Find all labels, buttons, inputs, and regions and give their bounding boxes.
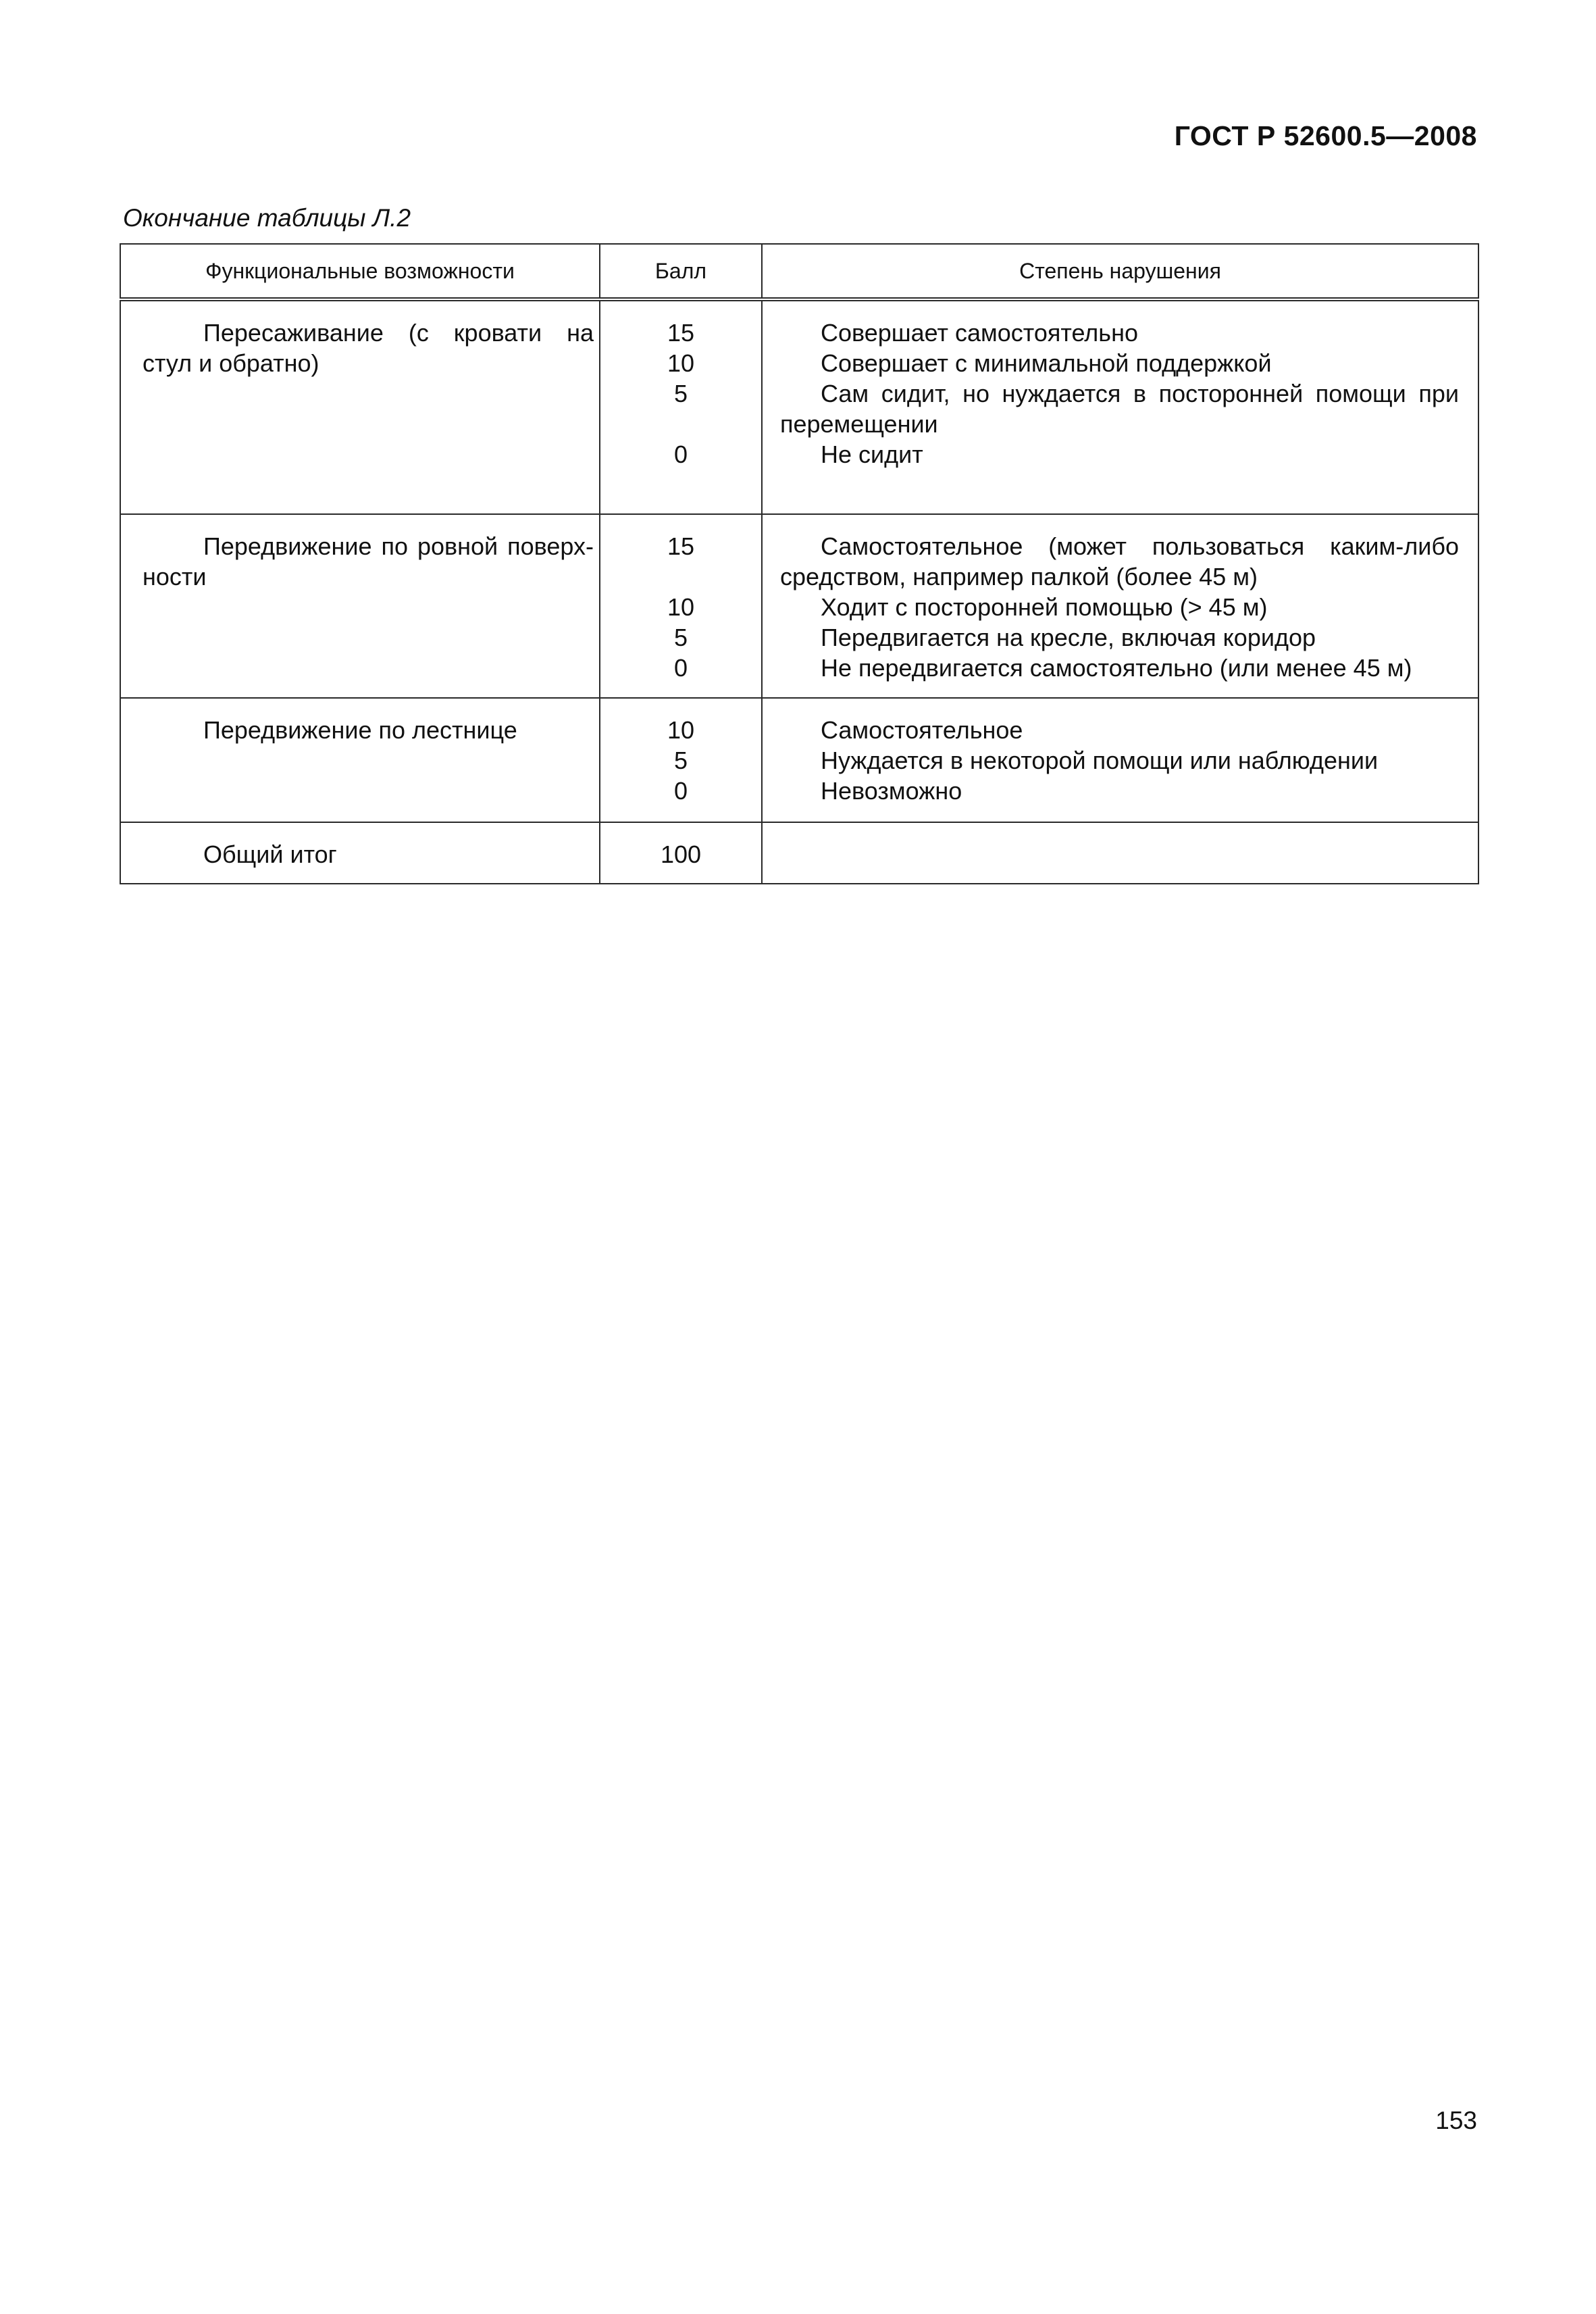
- table-row: [120, 698, 1478, 822]
- score-value: 0: [673, 654, 688, 682]
- score-value: 10: [667, 716, 695, 744]
- score-value: 5: [673, 624, 688, 651]
- table-caption: Окончание таблицы Л.2: [123, 204, 411, 232]
- impairment-text: Невозможно: [821, 777, 962, 805]
- impairment-text: Совершает с минимальной поддержкой: [821, 349, 1272, 377]
- score-cell: [600, 698, 762, 822]
- impairment-cell: [762, 514, 1478, 698]
- table-header-row: [120, 244, 1478, 299]
- document-standard-id: ГОСТ Р 52600.5—2008: [1174, 120, 1477, 151]
- impairment-text: Сам сидит, но нуждается в посторонней помощи при перемещении: [780, 380, 1459, 438]
- score-value: 5: [673, 747, 688, 774]
- table-row-total: [120, 822, 1478, 884]
- score-spacer: [600, 561, 761, 592]
- column-header-impairment: Степень нарушения: [762, 244, 1478, 299]
- score-cell: [600, 299, 762, 514]
- score-value: 15: [667, 319, 695, 347]
- total-label: Общий итог: [203, 840, 337, 868]
- score-cell: [600, 822, 762, 884]
- impairment-cell-empty: [762, 822, 1478, 884]
- impairment-text: Не сидит: [821, 441, 923, 468]
- table-row: [120, 514, 1478, 698]
- page-number: 153: [1435, 2107, 1477, 2134]
- function-label: Пересаживание (с кровати на стул и обратно): [143, 319, 594, 377]
- impairment-text: Передвигается на кресле, включая коридор: [821, 624, 1316, 651]
- function-cell: [120, 299, 600, 514]
- score-cell: [600, 514, 762, 698]
- score-value: 15: [667, 532, 695, 560]
- function-cell: [120, 822, 600, 884]
- impairment-text: Совершает самостоятельно: [821, 319, 1138, 347]
- score-value: 5: [673, 380, 688, 407]
- column-header-score: Балл: [600, 244, 762, 299]
- column-header-function: Функциональные возможности: [120, 244, 600, 299]
- score-value: 0: [673, 441, 688, 468]
- impairment-text: Ходит с посторонней помощью (> 45 м): [821, 593, 1268, 621]
- function-cell: [120, 514, 600, 698]
- total-score-value: 100: [660, 840, 702, 868]
- score-value: 10: [667, 593, 695, 621]
- impairment-text: Нуждается в некоторой помощи или наблюдении: [821, 747, 1379, 774]
- assessment-table: [120, 243, 1479, 884]
- function-label: Передвижение по лестнице: [203, 716, 517, 744]
- impairment-text: Самостоятельное: [821, 716, 1023, 744]
- impairment-text: Не передвигается самостоятельно (или менее 45 м): [821, 654, 1412, 682]
- impairment-cell: [762, 698, 1478, 822]
- score-spacer: [600, 409, 761, 439]
- score-value: 10: [667, 349, 695, 377]
- score-value: 0: [673, 777, 688, 805]
- impairment-cell: [762, 299, 1478, 514]
- function-cell: [120, 698, 600, 822]
- function-label: Передвижение по ровной поверх-ности: [143, 532, 594, 590]
- table-row: [120, 299, 1478, 514]
- impairment-text: Самостоятельное (может пользоваться каким-либо средством, например палкой (более 45 м): [780, 532, 1459, 590]
